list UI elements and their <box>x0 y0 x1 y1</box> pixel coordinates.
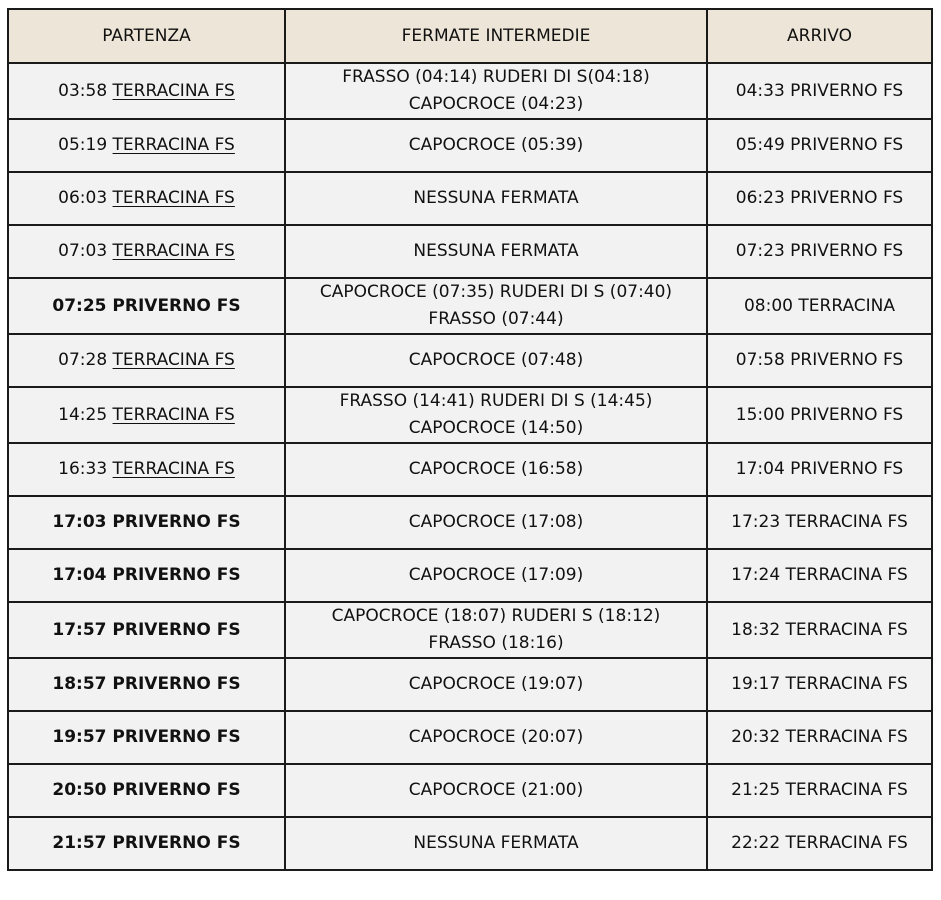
departure-time: 05:19 <box>58 135 108 155</box>
departure-cell <box>8 443 285 496</box>
stops-cell: CAPOCROCE (17:08) <box>285 496 707 549</box>
arrival-cell: 07:23 PRIVERNO FS <box>707 225 932 278</box>
departure-cell: 20:50 PRIVERNO FS <box>8 764 285 817</box>
departure-station-link[interactable]: TERRACINA FS <box>112 135 235 155</box>
departure-time: 14:25 <box>58 404 108 425</box>
departure-cell: 07:25 PRIVERNO FS <box>8 278 285 334</box>
arrival-cell: 15:00 PRIVERNO FS <box>707 387 932 443</box>
table-row <box>8 496 932 549</box>
departure-station-link[interactable]: TERRACINA FS <box>112 241 235 261</box>
departure-time: 07:03 <box>58 241 108 261</box>
stops-cell: CAPOCROCE (21:00) <box>285 764 707 817</box>
header-row <box>8 9 932 63</box>
stops-cell: CAPOCROCE (20:07) <box>285 711 707 764</box>
departure-time: 03:58 <box>58 80 108 101</box>
table-row <box>8 817 932 870</box>
arrival-cell: 07:58 PRIVERNO FS <box>707 334 932 387</box>
departure-cell: 18:57 PRIVERNO FS <box>8 658 285 711</box>
departure-cell <box>8 387 285 443</box>
departure-cell: 17:03 PRIVERNO FS <box>8 496 285 549</box>
departure-station-link[interactable]: TERRACINA FS <box>112 350 235 370</box>
stops-cell: NESSUNA FERMATA <box>285 172 707 225</box>
stops-cell <box>285 602 707 658</box>
stops-cell <box>285 278 707 334</box>
stops-line-2: FRASSO (07:44) <box>428 309 564 329</box>
departure-station-link[interactable]: TERRACINA FS <box>112 459 235 479</box>
table-row <box>8 764 932 817</box>
table-row <box>8 658 932 711</box>
table-row <box>8 602 932 658</box>
stops-cell: CAPOCROCE (16:58) <box>285 443 707 496</box>
departure-cell: 21:57 PRIVERNO FS <box>8 817 285 870</box>
departure-station-link[interactable]: TERRACINA FS <box>112 188 235 208</box>
table-row <box>8 119 932 172</box>
stops-cell: CAPOCROCE (05:39) <box>285 119 707 172</box>
departure-cell: 17:04 PRIVERNO FS <box>8 549 285 602</box>
stops-cell: NESSUNA FERMATA <box>285 817 707 870</box>
stops-line-2: CAPOCROCE (04:23) <box>408 94 584 114</box>
arrival-cell: 08:00 TERRACINA <box>707 278 932 334</box>
departure-cell: 17:57 PRIVERNO FS <box>8 602 285 658</box>
stops-line-2: CAPOCROCE (14:50) <box>408 418 584 438</box>
departure-cell <box>8 334 285 387</box>
departure-cell: 19:57 PRIVERNO FS <box>8 711 285 764</box>
arrival-cell: 05:49 PRIVERNO FS <box>707 119 932 172</box>
stops-cell <box>285 387 707 443</box>
departure-station-link[interactable]: TERRACINA FS <box>112 80 235 101</box>
table-row <box>8 334 932 387</box>
header-arrival: ARRIVO <box>707 9 932 63</box>
timetable <box>7 8 933 871</box>
arrival-cell: 22:22 TERRACINA FS <box>707 817 932 870</box>
table-row <box>8 172 932 225</box>
arrival-cell: 17:23 TERRACINA FS <box>707 496 932 549</box>
departure-time: 07:28 <box>58 350 108 370</box>
header-departure: PARTENZA <box>8 9 285 63</box>
table-row <box>8 387 932 443</box>
departure-time: 16:33 <box>58 459 108 479</box>
table-row <box>8 278 932 334</box>
table-row <box>8 549 932 602</box>
stops-line-1: FRASSO (04:14) RUDERI DI S(04:18) <box>342 67 650 87</box>
header-stops: FERMATE INTERMEDIE <box>285 9 707 63</box>
departure-time: 06:03 <box>58 188 108 208</box>
arrival-cell: 18:32 TERRACINA FS <box>707 602 932 658</box>
stops-cell <box>285 63 707 119</box>
stops-line-1: CAPOCROCE (07:35) RUDERI DI S (07:40) <box>319 282 673 302</box>
table-row <box>8 711 932 764</box>
departure-cell <box>8 225 285 278</box>
arrival-cell: 19:17 TERRACINA FS <box>707 658 932 711</box>
stops-line-1: CAPOCROCE (18:07) RUDERI S (18:12) <box>331 606 661 626</box>
stops-line-2: FRASSO (18:16) <box>428 633 564 653</box>
arrival-cell: 06:23 PRIVERNO FS <box>707 172 932 225</box>
stops-line-1: FRASSO (14:41) RUDERI DI S (14:45) <box>339 391 653 411</box>
arrival-cell: 17:04 PRIVERNO FS <box>707 443 932 496</box>
table-row <box>8 225 932 278</box>
arrival-cell: 04:33 PRIVERNO FS <box>707 63 932 119</box>
stops-cell: NESSUNA FERMATA <box>285 225 707 278</box>
stops-cell: CAPOCROCE (19:07) <box>285 658 707 711</box>
arrival-cell: 21:25 TERRACINA FS <box>707 764 932 817</box>
departure-cell <box>8 172 285 225</box>
table-row <box>8 443 932 496</box>
stops-cell: CAPOCROCE (17:09) <box>285 549 707 602</box>
arrival-cell: 17:24 TERRACINA FS <box>707 549 932 602</box>
departure-cell <box>8 63 285 119</box>
table-row <box>8 63 932 119</box>
stops-cell: CAPOCROCE (07:48) <box>285 334 707 387</box>
departure-station-link[interactable]: TERRACINA FS <box>112 404 235 425</box>
arrival-cell: 20:32 TERRACINA FS <box>707 711 932 764</box>
timetable-container <box>7 8 933 871</box>
departure-cell <box>8 119 285 172</box>
